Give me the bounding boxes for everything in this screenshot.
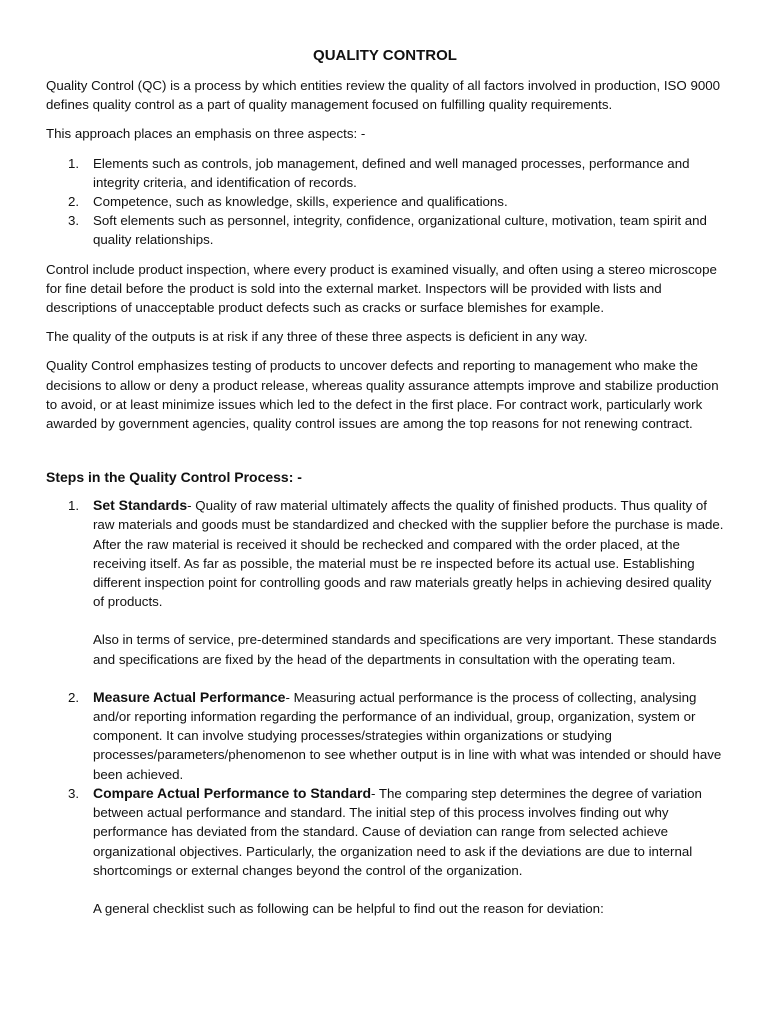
step-text: - Quality of raw material ultimately affects the quality of finished products. Thus quality of raw materials and goods must be standardized and checked with the supplier before the purchase is made. After the raw material is received it should be rechecked and compared with the order placed, at the receiving itself. As far as possible, the material must be re inspected before its actual use. Establishing different inspection point for controlling goods and raw materials greatly helps in achieving desired quality of products. [93,498,724,610]
list-number: 1. [68,155,80,171]
aspect-list [46,154,724,250]
step-title: Compare Actual Performance to Standard [93,784,371,801]
step-text: - Measuring actual performance is the process of collecting, analysing and/or reporting information regarding the performance of an individual, group, organization, system or component. It can involve studying processes/strategies within organizations or studying processes/parameters/phenomenon to see whether output is in line with what was intended or should have been achieved. [93,689,722,782]
step-extra-paragraph: Also in terms of service, pre-determined standards and specifications are very important. These standards and specifications are fixed by the head of the departments in consultation with the operating team. [93,632,717,667]
aspect-text: Competence, such as knowledge, skills, experience and qualifications. [93,194,508,210]
aspect-item [46,154,724,192]
step-item [46,688,724,784]
step-title: Measure Actual Performance [93,688,286,705]
aspect-text: Soft elements such as personnel, integrity, confidence, organizational culture, motivation, team spirit and quality relationships. [93,213,707,248]
step-item [46,784,724,918]
risk-paragraph: The quality of the outputs is at risk if any three of these three aspects is deficient in any way. [46,329,588,345]
step-title: Set Standards [93,497,188,514]
step-number: 2. [68,689,80,705]
emphasis-paragraph: Quality Control emphasizes testing of products to uncover defects and reporting to management who make the decisions to allow or deny a product release, whereas quality assurance attempts improve and stabilize production to avoid, or at least minimize issues which led to the defect in the first place. For contract work, particularly work awarded by government agencies, quality control issues are among the top reasons for not renewing contract. [46,358,719,432]
list-number: 3. [68,213,80,229]
intro-paragraph: Quality Control (QC) is a process by which entities review the quality of all factors involved in production, ISO 9000 defines quality control as a part of quality management focused on fulfilling quality requirements. [46,78,721,113]
page-title: QUALITY CONTROL [313,47,457,64]
control-paragraph: Control include product inspection, where every product is examined visually, and often using a stereo microscope for fine detail before the product is sold into the external market. Inspectors will be provided with lists and descriptions of unacceptable product defects such as cracks or surface blemishes for example. [46,261,717,316]
spacer [46,443,724,467]
list-number: 2. [68,194,80,210]
aspect-item [46,192,724,211]
step-item [46,496,724,688]
steps-list [46,496,724,918]
step-number: 1. [68,498,80,514]
step-text: - The comparing step determines the degree of variation between actual performance and standard. The initial step of this process involves finding out why performance has deviated from the standard. Cause of deviation can range from selected achieve organizational objectives. Particularly, the organization need to ask if the deviations are due to internal shortcomings or external changes beyond the control of the organization. [93,785,702,878]
approach-paragraph: This approach places an emphasis on three aspects: - [46,126,366,142]
step-extra-paragraph: A general checklist such as following can be helpful to find out the reason for deviation: [93,900,604,916]
aspect-item [46,211,724,249]
steps-heading: Steps in the Quality Control Process: - [46,469,302,486]
aspect-text: Elements such as controls, job management, defined and well managed processes, performance and integrity criteria, and identification of records. [93,155,690,190]
step-number: 3. [68,785,80,801]
